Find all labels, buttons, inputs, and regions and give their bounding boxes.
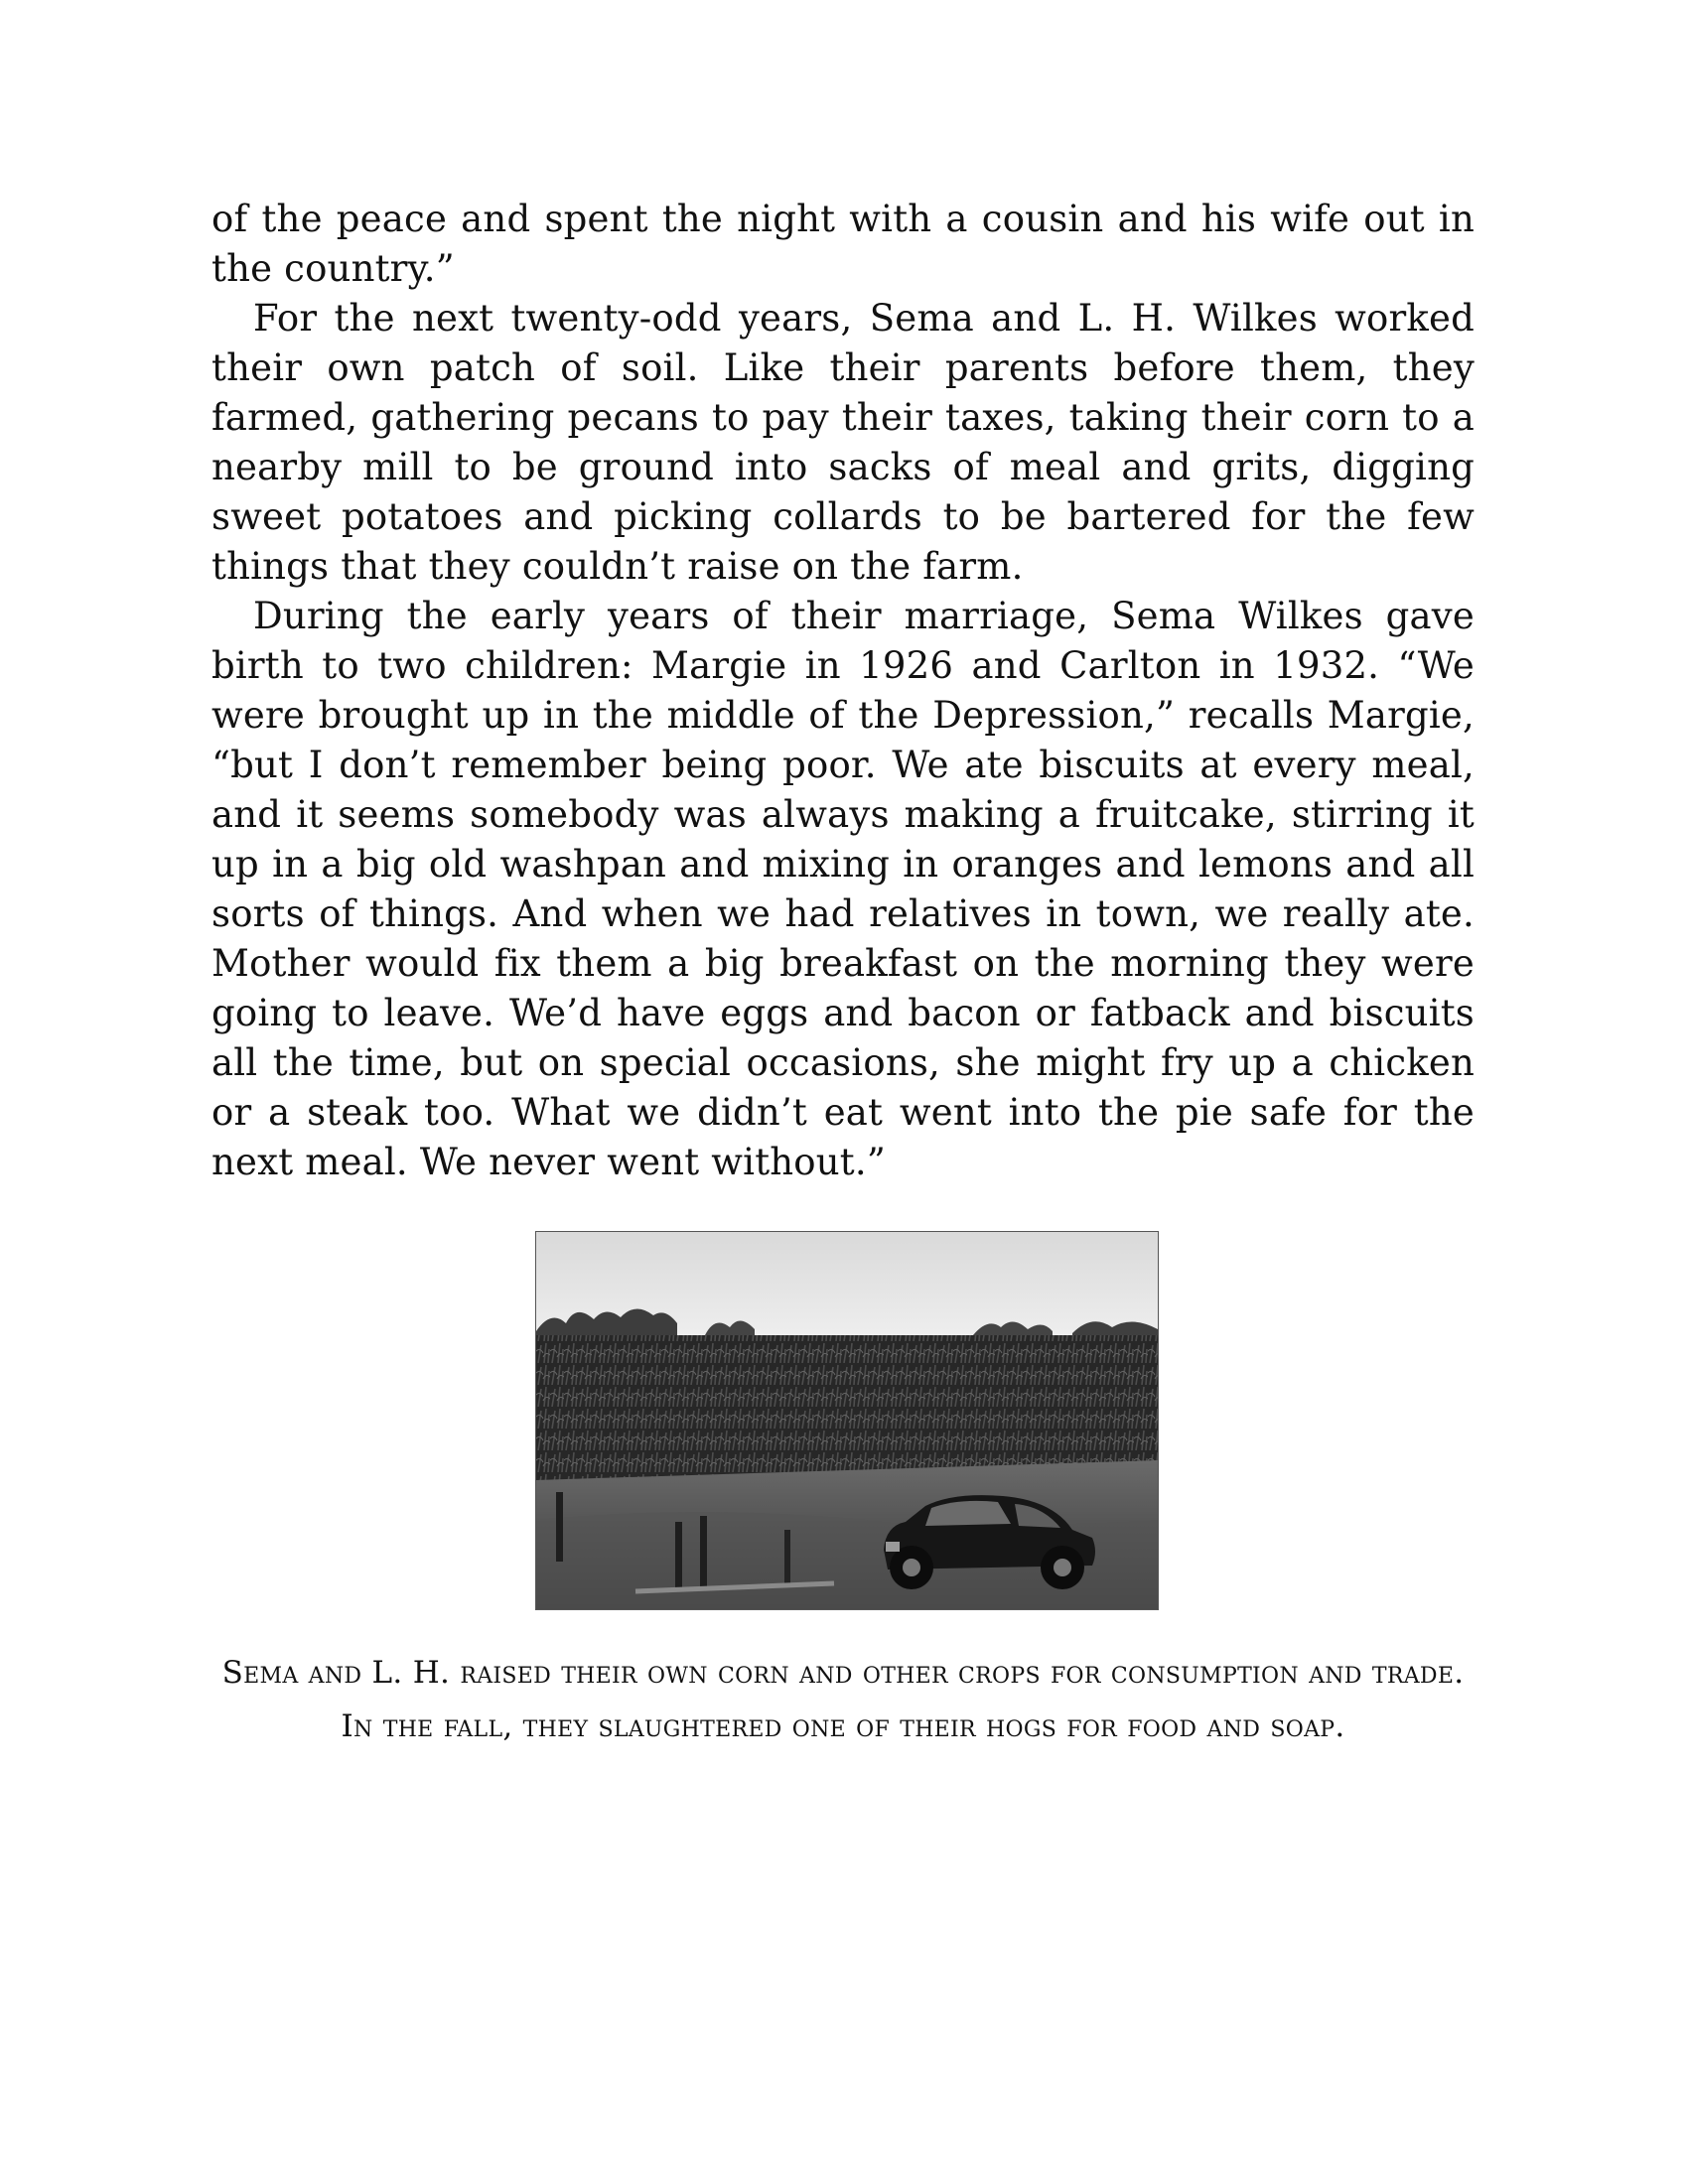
cornfield-photo [535,1231,1159,1610]
body-text [211,195,1475,1187]
photo-caption: Sema and L. H. raised their own corn and other crops for consumption and trade. In the fall, they slaughtered one of their hogs for food and soap. [221,1655,1465,1744]
paragraph-2: For the next twenty-odd years, Sema and L. H. Wilkes worked their own patch of soil. Like their parents before them, they farmed, gathering pecans to pay their taxes, taking their corn to a nearby mill to be ground into sacks of meal and grits, digging sweet potatoes and picking collards to be bartered for the few things that they couldn’t raise on the farm. [211,297,1475,588]
paragraph-1: of the peace and spent the night with a cousin and his wife out in the country.” [211,198,1475,290]
paragraph-3: During the early years of their marriage, Sema Wilkes gave birth to two children: Margie in 1926 and Carlton in 1932. “We were brought up in the middle of the Depression,” recalls Margie, “but I don’t remember being poor. We ate biscuits at every meal, and it seems somebody was always making a fruitcake, stirring it up in a big old washpan and mixing in oranges and lemons and all sorts of things. And when we had relatives in town, we really ate. Mother would fix them a big breakfast on the morning they were going to leave. We’d have eggs and bacon or fatback and biscuits all the time, but on special occasions, she might fry up a chicken or a steak too. What we didn’t eat went into the pie safe for the next meal. We never went without.” [211,595,1475,1183]
